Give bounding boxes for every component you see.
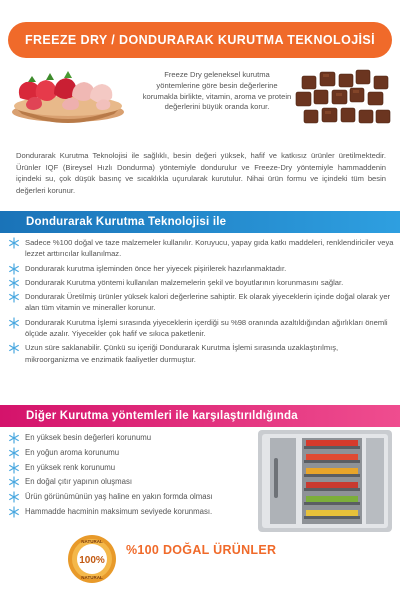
list-item-text: Dondurarak Kurutma yöntemi kullanılan malzemelerin şekil ve boyutlarının korunmasını sağlar. [25, 277, 344, 287]
list-item-text: En doğal çıtır yapının oluşması [25, 477, 133, 487]
list-item [8, 432, 258, 443]
list-item-text: En yüksek besin değerleri korunumu [25, 433, 152, 442]
snowflake-icon [8, 432, 20, 444]
list-item [8, 491, 258, 502]
freeze-dryer-machine-image [256, 428, 394, 534]
badge-text: 100% [79, 555, 105, 566]
technology-benefits-list [8, 237, 394, 368]
list-item-text: Sadece %100 doğal ve taze malzemeler kullanılır. Koruyucu, yapay gıda katkı maddeleri, renklendiriciler veya lezzet arttırıcılar kullanılmaz. [25, 238, 394, 259]
list-item [8, 291, 394, 314]
snowflake-icon [8, 263, 20, 275]
snowflake-icon [8, 317, 20, 329]
badge-ring-top: NATURAL [81, 539, 103, 544]
list-item-text: En yoğun aroma korunumu [25, 447, 120, 457]
intro-section [0, 68, 400, 158]
list-item [8, 317, 394, 340]
list-item [8, 342, 394, 365]
list-item-text: Dondurarak Üretilmiş ürünler yüksek kalori değerlerine sahiptir. Ek olarak yiyeceklerin içinde doğal olarak yer alan tüm vitamin ve mineraller korunur. [25, 292, 391, 313]
snowflake-icon [8, 462, 20, 474]
natural-badge-icon [66, 533, 118, 585]
freeze-dried-strawberries-image [6, 68, 130, 124]
list-item [8, 506, 258, 517]
snowflake-icon [8, 506, 20, 518]
list-item [8, 277, 394, 288]
list-item-text: Dondurarak kurutma işleminden önce her yiyecek pişirilerek hazırlanmaktadır. [25, 263, 287, 273]
list-item-text: En yüksek renk korunumu [25, 462, 116, 472]
snowflake-icon [8, 291, 20, 303]
list-item-text: Dondurarak Kurutma İşlemi sırasında yiyeceklerin içerdiği su %98 oranında azaltıldığından ağırlıkları önemli ölçüde azalır. Yiyecekler çok hafif ve sıkıca paketlenir. [25, 317, 388, 339]
snowflake-icon [8, 491, 20, 503]
list-item [8, 462, 258, 473]
snowflake-icon [8, 447, 20, 459]
page-title-banner [8, 22, 392, 58]
list-item [8, 476, 258, 487]
page-title: FREEZE DRY / DONDURARAK KURUTMA TEKNOLOJİSİ [24, 33, 376, 47]
snowflake-icon [8, 476, 20, 488]
comparison-list [8, 432, 258, 521]
section-header-comparison [0, 405, 400, 427]
list-item-text: Uzun süre saklanabilir. Çünkü su içeriği Dondurarak Kurutma İşlemi sırasında uzaklaştırılmış, mikroorganizma ve enzimatik faaliyetler durmuştur. [25, 343, 339, 364]
list-item [8, 263, 394, 274]
intro-text: Freeze Dry geleneksel kurutma yöntemlerine göre besin değerlerine korumakla birlikte, vitamin, aroma ve protein değerlerini büyük oranda korur. [142, 70, 292, 112]
list-item-text: Ürün görünümünün yaş haline en yakın formda olması [25, 492, 213, 502]
section-header-technology [0, 211, 400, 233]
badge-ring-bottom: NATURAL [81, 575, 103, 580]
natural-products-label: %100 DOĞAL ÜRÜNLER [126, 543, 277, 557]
snowflake-icon [8, 237, 20, 249]
description-paragraph: Dondurarak Kurutma Teknolojisi ile sağlıklı, besin değeri yüksek, hafif ve katkısız ürünler üretilmektedir. Ürünler IQF (Bireysel Hızlı Dondurma) yöntemiyle dondurulur ve Freeze-Dry yöntemiyle hammaddenin içindeki su, çok düşük basınç ve sıcaklıkla uçurularak kurutulur. Nihai ürün formu ve içindeki tüm besin değerleri korunur. [16, 151, 386, 195]
list-item [8, 447, 258, 458]
list-item-text: Hammadde hacminin maksimum seviyede korunması. [25, 506, 213, 516]
freeze-dried-cubes-image [292, 68, 396, 134]
list-item [8, 237, 394, 260]
snowflake-icon [8, 277, 20, 289]
section-title: Diğer Kurutma yöntemleri ile karşılaştırıldığında [26, 410, 298, 422]
snowflake-icon [8, 342, 20, 354]
section-title: Dondurarak Kurutma Teknolojisi ile [26, 216, 227, 228]
